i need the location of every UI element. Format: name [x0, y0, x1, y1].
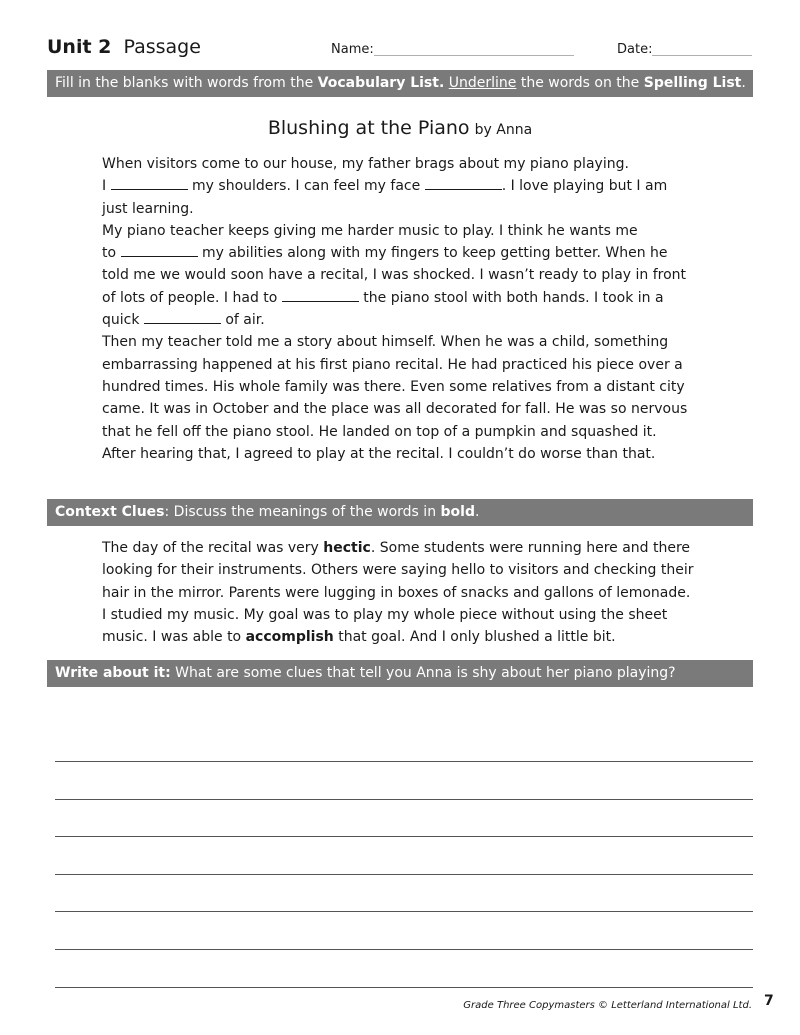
- passage-line: My piano teacher keeps giving me harder music to play. I think he wants me: [102, 222, 638, 239]
- instruction-banner: [47, 70, 753, 97]
- instruction-text: the words on the: [516, 75, 644, 91]
- spelling-list-label: Spelling List: [643, 75, 742, 91]
- fill-in-blank-3[interactable]: [121, 255, 198, 257]
- passage-line: that he fell off the piano stool. He landed on top of a pumpkin and squashed it.: [102, 423, 657, 440]
- answer-line[interactable]: [55, 911, 753, 912]
- page-number: 7: [764, 993, 774, 1009]
- passage-line: looking for their instruments. Others were saying hello to visitors and checking their: [102, 562, 694, 579]
- fill-in-blank-1[interactable]: [111, 188, 188, 190]
- context-clues-label: Context Clues: [55, 504, 165, 520]
- passage-line: embarrassing happened at his first piano recital. He had practiced his piece over a: [102, 356, 683, 373]
- write-about-it-banner: [47, 660, 753, 687]
- passage-line: Then my teacher told me a story about himself. When he was a child, something: [102, 334, 669, 351]
- story-byline: by Anna: [474, 122, 533, 138]
- passage-line: told me we would soon have a recital, I was shocked. I wasn’t ready to play in front: [102, 267, 687, 284]
- passage-line: just learning.: [102, 200, 194, 217]
- context-clues-text: .: [475, 504, 480, 520]
- section-label: Passage: [123, 36, 201, 58]
- passage-line: hundred times. His whole family was there. Even some relatives from a distant city: [102, 378, 685, 395]
- passage-line: I my shoulders. I can feel my face . I love playing but I am: [102, 178, 668, 195]
- vocabulary-list-label: Vocabulary List.: [317, 75, 445, 91]
- name-label: Name:: [331, 42, 374, 57]
- story-passage: [102, 153, 712, 465]
- name-field[interactable]: [331, 42, 574, 57]
- answer-line[interactable]: [55, 836, 753, 837]
- passage-line: came. It was in October and the place was all decorated for fall. He was so nervous: [102, 401, 688, 418]
- write-about-it-label: Write about it:: [55, 665, 171, 681]
- context-passage: [102, 537, 712, 648]
- answer-line[interactable]: [55, 949, 753, 950]
- worksheet-header: [47, 36, 753, 60]
- fill-in-blank-2[interactable]: [425, 188, 502, 190]
- passage-line: music. I was able to accomplish that goal. And I only blushed a little bit.: [102, 629, 616, 646]
- passage-line: hair in the mirror. Parents were lugging in boxes of snacks and gallons of lemonade.: [102, 584, 691, 601]
- instruction-text: .: [741, 75, 746, 91]
- unit-heading: [47, 36, 201, 58]
- context-clues-text: : Discuss the meanings of the words in: [164, 504, 441, 520]
- underline-word: Underline: [448, 75, 517, 91]
- date-label: Date:: [617, 42, 653, 57]
- passage-line: of lots of people. I had to the piano stool with both hands. I took in a: [102, 289, 664, 306]
- passage-line: to my abilities along with my fingers to keep getting better. When he: [102, 245, 668, 262]
- write-about-it-question: What are some clues that tell you Anna is shy about her piano playing?: [170, 665, 676, 681]
- bold-word-label: bold: [440, 504, 475, 520]
- passage-line: When visitors come to our house, my father brags about my piano playing.: [102, 156, 629, 172]
- answer-line[interactable]: [55, 874, 753, 875]
- passage-line: After hearing that, I agreed to play at the recital. I couldn’t do worse than that.: [102, 445, 656, 462]
- story-title-line: [0, 117, 800, 139]
- passage-line: I studied my music. My goal was to play my whole piece without using the sheet: [102, 606, 668, 623]
- unit-label: Unit 2: [47, 36, 112, 58]
- instruction-text: Fill in the blanks with words from the: [55, 75, 318, 91]
- name-blank-line[interactable]: [374, 55, 574, 56]
- context-clues-banner: [47, 499, 753, 526]
- answer-line[interactable]: [55, 761, 753, 762]
- copyright-footer: Grade Three Copymasters © Letterland International Ltd.: [463, 1000, 752, 1011]
- bold-word-accomplish: accomplish: [245, 629, 334, 646]
- date-blank-line[interactable]: [652, 55, 752, 56]
- date-field[interactable]: [617, 42, 752, 57]
- bold-word-hectic: hectic: [323, 540, 371, 556]
- fill-in-blank-4[interactable]: [282, 300, 359, 302]
- story-title: Blushing at the Piano: [267, 117, 470, 139]
- answer-line[interactable]: [55, 799, 753, 800]
- fill-in-blank-5[interactable]: [144, 322, 221, 324]
- passage-line: quick of air.: [102, 312, 265, 329]
- passage-line: The day of the recital was very hectic. Some students were running here and there: [102, 540, 691, 556]
- answer-line[interactable]: [55, 987, 753, 988]
